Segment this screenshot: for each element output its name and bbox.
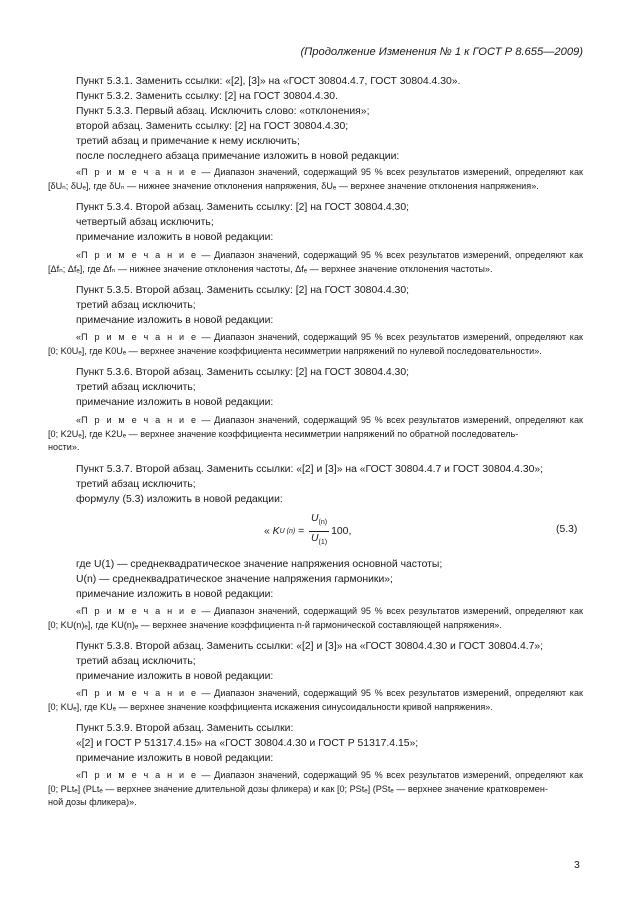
item-5-3-5-line-2: третий абзац исключить;	[76, 300, 196, 311]
formula-factor: 100,	[331, 525, 352, 537]
item-5-3-1: Пункт 5.3.1. Заменить ссылки: «[2], [3]» на «ГОСТ 30804.4.7, ГОСТ 30804.4.30».	[76, 76, 461, 87]
note-line-2: [0; K0Uₑ], где K0Uₑ — верхнее значение коэффициента несимметрии напряжений по нулевой последовательности».	[48, 345, 542, 356]
note-line-2: [δUₙ; δUₑ], где δUₙ — нижнее значение отклонения напряжения, δUₑ — верхнее значение отклонения напряжения».	[48, 180, 539, 191]
note-line-2: [Δfₙ; Δfₑ], где Δfₙ — нижнее значение отклонения частоты, Δfₑ — верхнее значение отклонения частоты».	[48, 263, 493, 274]
note-zero-sequence-unbalance: «П р и м е ч а н и е — Диапазон значений, содержащий 95 % всех результатов измерений, определяют как [0; K0Uₑ], где K0Uₑ — верхнее значение коэффициента несимметрии напряжений по нулевой последовательности».	[48, 331, 583, 358]
formula-equals: =	[298, 525, 305, 537]
item-5-3-5-line-1: Пункт 5.3.5. Второй абзац. Заменить ссылку: [2] на ГОСТ 30804.4.30;	[76, 285, 410, 296]
item-5-3-8-line-3: примечание изложить в новой редакции:	[76, 671, 274, 682]
note-line-2: [0; KU(n)ₑ], где KU(n)ₑ — верхнее значение коэффициента n-й гармонической составляющей напряжения».	[48, 619, 502, 630]
item-5-3-2: Пункт 5.3.2. Заменить ссылку: [2] на ГОСТ 30804.4.30.	[76, 91, 338, 102]
note-label: П р и м е ч а н и е	[81, 167, 198, 177]
note-quote-open: «	[76, 167, 82, 177]
formula-lhs: K	[272, 525, 280, 537]
note-distortion-coefficient: «П р и м е ч а н и е — Диапазон значений, содержащий 95 % всех результатов измерений, определяют как [0; KUₑ], где KUₑ — верхнее значение коэффициента искажения синусоидальности кривой напряжения».	[48, 687, 583, 714]
item-5-3-7-where-1: где U(1) — среднеквадратическое значение напряжения основной частоты;	[76, 559, 443, 570]
formula-number: (5.3)	[556, 524, 578, 535]
item-5-3-9-line-2: «[2] и ГОСТ Р 51317.4.15» на «ГОСТ 30804.4.30 и ГОСТ Р 51317.4.15»;	[76, 738, 419, 749]
formula-quote: «	[264, 525, 270, 537]
item-5-3-4-line-2: четвертый абзац исключить;	[76, 217, 214, 228]
item-5-3-7-where-3: примечание изложить в новой редакции:	[76, 589, 274, 600]
item-5-3-3-line-2: второй абзац. Заменить ссылку: [2] на ГОСТ 30804.4.30;	[76, 121, 349, 132]
item-5-3-4-line-3: примечание изложить в новой редакции:	[76, 232, 274, 243]
item-5-3-9-line-3: примечание изложить в новой редакции:	[76, 753, 274, 764]
running-header: (Продолжение Изменения № 1 к ГОСТ Р 8.655—2009)	[300, 46, 583, 58]
note-harmonic-coefficient: «П р и м е ч а н и е — Диапазон значений, содержащий 95 % всех результатов измерений, определяют как [0; KU(n)ₑ], где KU(n)ₑ — верхнее значение коэффициента n-й гармонической составляющей напряжения».	[48, 605, 583, 632]
item-5-3-7-line-1: Пункт 5.3.7. Второй абзац. Заменить ссылки: «[2] и [3]» на «ГОСТ 30804.4.7 и ГОСТ 30804.4.30»;	[76, 464, 544, 475]
item-5-3-5-line-3: примечание изложить в новой редакции:	[76, 315, 274, 326]
item-5-3-8-line-1: Пункт 5.3.8. Второй абзац. Заменить ссылки: «[2] и [3]» на «ГОСТ 30804.4.30 и ГОСТ 30804.4.7»;	[76, 641, 544, 652]
item-5-3-4-line-1: Пункт 5.3.4. Второй абзац. Заменить ссылку: [2] на ГОСТ 30804.4.30;	[76, 202, 410, 213]
note-line-3: ной дозы фликера)».	[48, 797, 137, 807]
item-5-3-7-where-2: U(n) — среднеквадратическое значение напряжения гармоники»;	[76, 574, 393, 585]
item-5-3-3-line-4: после последнего абзаца примечание изложить в новой редакции:	[76, 151, 400, 162]
page-number: 3	[574, 860, 580, 871]
formula-5-3	[264, 515, 351, 547]
note-line-3: ности».	[48, 442, 80, 452]
formula-denominator: $U_{(1)}$	[311, 532, 328, 546]
note-flicker-dose: «П р и м е ч а н и е — Диапазон значений, содержащий 95 % всех результатов измерений, определяют как [0; PLtₑ] (PLtₑ — верхнее значение длительной дозы фликера) и как [0; PStₑ] (PStₑ — верхнее значение кратковремен- ной дозы фликера)».	[48, 769, 583, 810]
item-5-3-7-line-2: третий абзац исключить;	[76, 479, 196, 490]
note-voltage-deviation	[48, 166, 583, 193]
note-line-2: [0; K2Uₑ], где K2Uₑ — верхнее значение коэффициента несимметрии напряжений по обратной последователь-	[48, 428, 519, 439]
formula-fraction	[309, 513, 329, 548]
item-5-3-6-line-2: третий абзац исключить;	[76, 382, 196, 393]
item-5-3-9-line-1: Пункт 5.3.9. Второй абзац. Заменить ссылки:	[76, 723, 294, 734]
note-line-2: [0; PLtₑ] (PLtₑ — верхнее значение длительной дозы фликера) и как [0; PStₑ] (PStₑ — верхнее значение кратковремен-	[48, 783, 548, 794]
item-5-3-3-line-1: Пункт 5.3.3. Первый абзац. Исключить слово: «отклонения»;	[76, 106, 370, 117]
item-5-3-6-line-3: примечание изложить в новой редакции:	[76, 397, 274, 408]
note-body: — Диапазон значений, содержащий 95 % всех результатов измерений, определяют как	[197, 167, 583, 177]
formula-numerator: $U_{(n)}$	[309, 513, 329, 531]
note-line-2: [0; KUₑ], где KUₑ — верхнее значение коэффициента искажения синусоидальности кривой напряжения».	[48, 701, 493, 712]
item-5-3-8-line-2: третий абзац исключить;	[76, 656, 196, 667]
note-negative-sequence-unbalance: «П р и м е ч а н и е — Диапазон значений, содержащий 95 % всех результатов измерений, определяют как [0; K2Uₑ], где K2Uₑ — верхнее значение коэффициента несимметрии напряжений по обратной последователь- ности».	[48, 414, 583, 455]
formula-lhs-sub: U (n)	[279, 527, 296, 535]
note-frequency-deviation: «П р и м е ч а н и е — Диапазон значений, содержащий 95 % всех результатов измерений, определяют как [Δfₙ; Δfₑ], где Δfₙ — нижнее значение отклонения частоты, Δfₑ — верхнее значение отклонения частоты».	[48, 249, 583, 276]
item-5-3-7-line-3: формулу (5.3) изложить в новой редакции:	[76, 494, 283, 505]
item-5-3-6-line-1: Пункт 5.3.6. Второй абзац. Заменить ссылку: [2] на ГОСТ 30804.4.30;	[76, 367, 410, 378]
item-5-3-3-line-3: третий абзац и примечание к нему исключить;	[76, 136, 300, 147]
